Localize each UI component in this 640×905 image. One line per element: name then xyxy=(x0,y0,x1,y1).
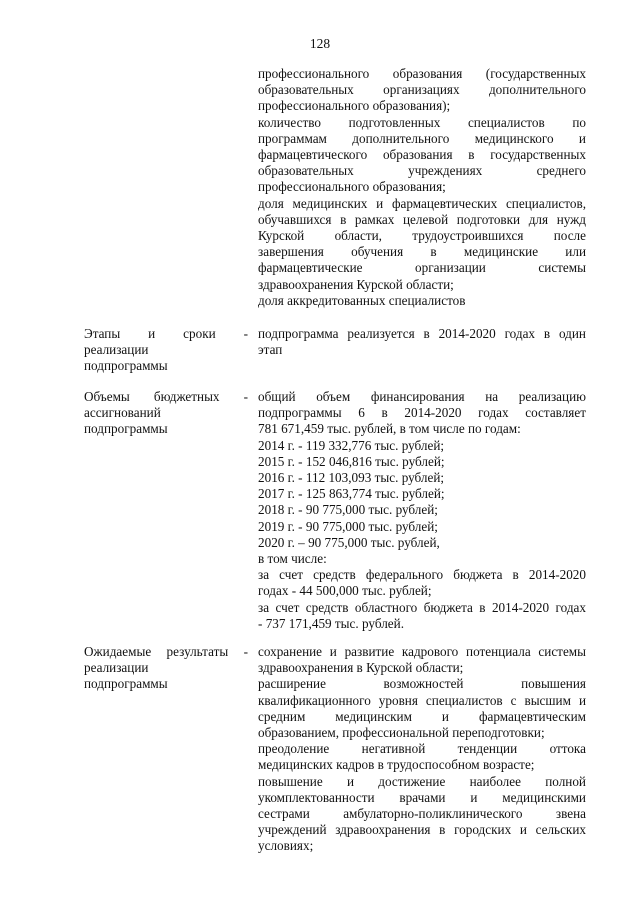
budget-label xyxy=(84,389,248,438)
label-line: подпрограммы xyxy=(84,676,168,692)
text-line: в том числе: xyxy=(258,551,327,567)
label-line: Этапы и сроки - xyxy=(84,326,248,341)
text-line: 2019 г. - 90 775,000 тыс. рублей; xyxy=(258,518,438,534)
text-line: средним медицинским и фармацевтическим xyxy=(258,708,586,724)
text-line: 2015 г. - 152 046,816 тыс. рублей; xyxy=(258,453,445,469)
text-line: количество подготовленных специалистов по xyxy=(258,114,586,130)
text-line: учреждений здравоохранения в городских и сельских xyxy=(258,822,586,838)
text-line: - 737 171,459 тыс. рублей. xyxy=(258,615,405,631)
label-line: подпрограммы xyxy=(84,358,168,374)
text-line: 2020 г. – 90 775,000 тыс. рублей, xyxy=(258,534,440,550)
text-line: подпрограммы 6 в 2014-2020 годах составляет xyxy=(258,405,586,421)
text-line: подпрограмма реализуется в 2014-2020 годах в один xyxy=(258,326,586,341)
text-line: фармацевтические организации системы xyxy=(258,260,586,276)
label-line: Объемы бюджетных - xyxy=(84,389,248,404)
text-line: 781 671,459 тыс. рублей, в том числе по годам: xyxy=(258,421,521,437)
text-line: сохранение и развитие кадрового потенциала системы xyxy=(258,644,586,659)
text-line: условиях; xyxy=(258,838,314,854)
text-line: 2017 г. - 125 863,774 тыс. рублей; xyxy=(258,486,445,502)
text-line: 2014 г. - 119 332,776 тыс. рублей; xyxy=(258,437,445,453)
text-line: профессионального образования); xyxy=(258,98,451,114)
text-line: обучавшихся в рамках целевой подготовки для нужд xyxy=(258,211,586,227)
stages-label xyxy=(84,326,248,375)
label-line: подпрограммы xyxy=(84,421,168,437)
results-label xyxy=(84,644,248,693)
continued-indicators xyxy=(258,66,586,309)
text-line: расширение возможностей повышения xyxy=(258,676,586,692)
text-line: укомплектованности врачами и медицинскими xyxy=(258,789,586,805)
text-line: профессионального образования; xyxy=(258,179,446,195)
text-line: завершения обучения в медицинские или xyxy=(258,244,586,260)
results-content xyxy=(258,644,586,855)
text-line: профессионального образования (государственных xyxy=(258,66,586,81)
text-line: медицинских кадров в трудоспособном возрасте; xyxy=(258,757,535,773)
text-line: 2016 г. - 112 103,093 тыс. рублей; xyxy=(258,470,445,486)
label-line: реализации xyxy=(84,660,149,676)
budget-content xyxy=(258,389,586,632)
text-line: здравоохранения в Курской области; xyxy=(258,660,464,676)
text-line: 2018 г. - 90 775,000 тыс. рублей; xyxy=(258,502,438,518)
text-line: сестрами амбулаторно-поликлинического звена xyxy=(258,806,586,822)
text-line: общий объем финансирования на реализацию xyxy=(258,389,586,404)
label-line: реализации xyxy=(84,342,149,358)
text-line: образованием, профессиональной переподготовки; xyxy=(258,725,545,741)
page-number: 128 xyxy=(309,36,331,51)
label-line: Ожидаемые результаты - xyxy=(84,644,248,659)
text-line: повышение и достижение наиболее полной xyxy=(258,773,586,789)
text-line: квалификационного уровня специалистов с высшим и xyxy=(258,692,586,708)
text-line: фармацевтического образования в государственных xyxy=(258,147,586,163)
text-line: доля медицинских и фармацевтических специалистов, xyxy=(258,195,586,211)
text-line: образовательных учреждениях среднего xyxy=(258,163,586,179)
text-line: преодоление негативной тенденции оттока xyxy=(258,741,586,757)
text-line: Курской области, трудоустроившихся после xyxy=(258,228,586,244)
text-line: за счет средств федерального бюджета в 2014-2020 xyxy=(258,567,586,583)
text-line: за счет средств областного бюджета в 2014-2020 годах xyxy=(258,599,586,615)
text-line: здравоохранения Курской области; xyxy=(258,276,454,292)
text-line: образовательных организациях дополнительного xyxy=(258,82,586,98)
stages-content xyxy=(258,326,586,358)
text-line: доля аккредитованных специалистов xyxy=(258,292,466,308)
text-line: этап xyxy=(258,342,283,358)
text-line: программам дополнительного медицинского и xyxy=(258,130,586,146)
label-line: ассигнований xyxy=(84,405,161,421)
text-line: годах - 44 500,000 тыс. рублей; xyxy=(258,583,432,599)
